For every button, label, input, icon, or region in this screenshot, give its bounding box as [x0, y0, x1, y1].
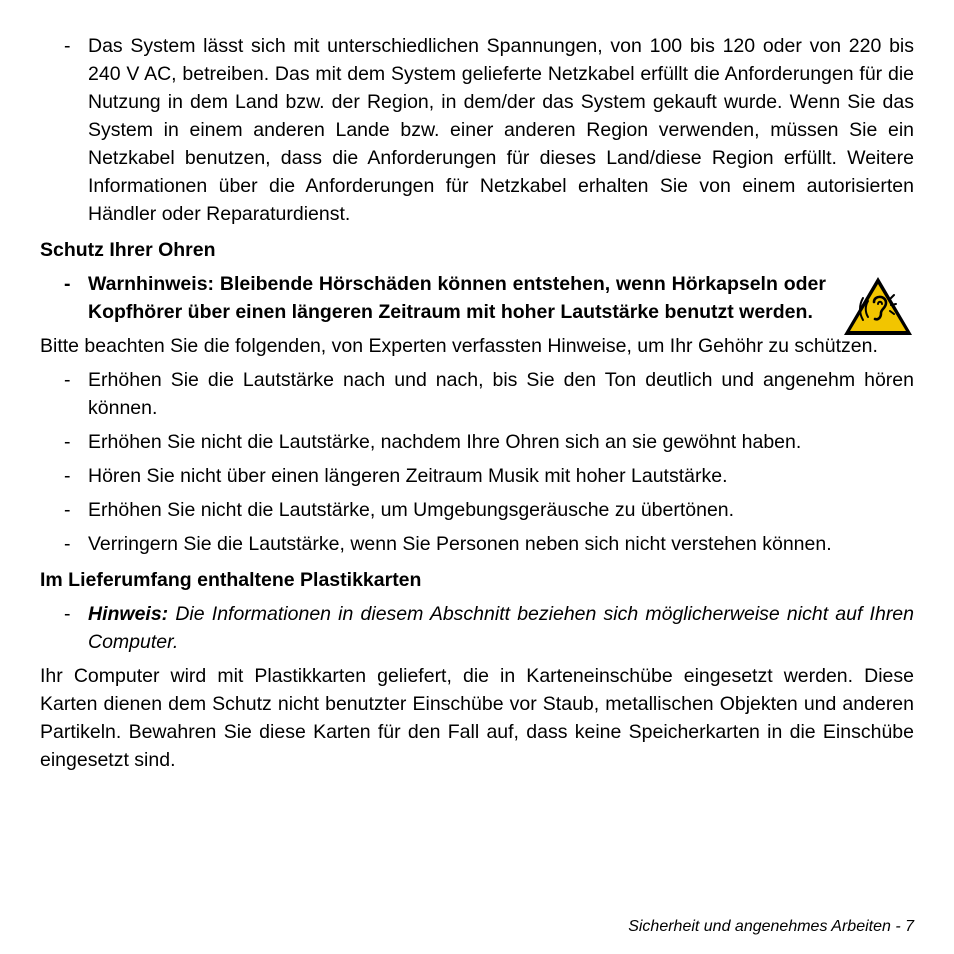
page-footer: Sicherheit und angenehmes Arbeiten - 7 [628, 918, 914, 935]
voltage-bullet [40, 32, 914, 228]
hearing-damage-warning-icon [841, 274, 915, 338]
bullet-dash: - [64, 273, 71, 295]
cards-note [40, 600, 914, 656]
cards-body: Ihr Computer wird mit Plastikkarten geliefert, die in Karteneinschübe eingesetzt werden. Diese Karten dienen dem Schutz nicht benutzter Einschübe vor Staub, metallischen Objekten und anderen Partikeln. Bewahren Sie diese Karten für den Fall auf, dass keine Speicherkarten in die Einschübe eingesetzt sind. [40, 665, 914, 771]
tip-item [40, 366, 914, 422]
tip-item [40, 496, 914, 524]
bullet-dash: - [64, 465, 71, 487]
warning-bullet [40, 270, 826, 326]
tip-text: Hören Sie nicht über einen längeren Zeitraum Musik mit hoher Lautstärke. [88, 465, 728, 487]
tip-item [40, 462, 914, 490]
bullet-dash: - [64, 431, 71, 453]
bullet-dash: - [64, 369, 71, 391]
tip-text: Erhöhen Sie die Lautstärke nach und nach, bis Sie den Ton deutlich und angenehm hören können. [88, 369, 914, 419]
bullet-dash: - [64, 533, 71, 555]
ears-intro: Bitte beachten Sie die folgenden, von Experten verfassten Hinweise, um Ihr Gehöhr zu schützen. [40, 335, 878, 357]
note-label: Hinweis: [88, 603, 169, 625]
bullet-dash: - [64, 499, 71, 521]
tip-text: Erhöhen Sie nicht die Lautstärke, um Umgebungsgeräusche zu übertönen. [88, 499, 735, 521]
document-page [40, 32, 914, 774]
hearing-warning [40, 270, 914, 326]
tip-text: Erhöhen Sie nicht die Lautstärke, nachdem Ihre Ohren sich an sie gewöhnt haben. [88, 431, 802, 453]
voltage-text: Das System lässt sich mit unterschiedlichen Spannungen, von 100 bis 120 oder von 220 bis 240 V AC, betreiben. Das mit dem System gelieferte Netzkabel erfüllt die Anforderungen für die Nutzung in dem Land bzw. der Region, in dem/der das System gekauft wurde. Wenn Sie das System in einem anderen Lande bzw. einer anderen Region verwenden, müssen Sie ein Netzkabel benutzen, dass die Anforderungen für dieses Land/diese Region erfüllt. Weitere Informationen über die Anforderungen für Netzkabel erhalten Sie von einem autorisierten Händler oder Reparaturdienst. [88, 35, 914, 225]
tip-item [40, 530, 914, 558]
bullet-dash: - [64, 603, 71, 625]
note-text: Die Informationen in diesem Abschnitt beziehen sich möglicherweise nicht auf Ihren Computer. [88, 603, 914, 653]
tip-text: Verringern Sie die Lautstärke, wenn Sie Personen neben sich nicht verstehen können. [88, 533, 832, 555]
cards-heading: Im Lieferumfang enthaltene Plastikkarten [40, 569, 422, 591]
bullet-dash: - [64, 35, 71, 57]
warning-text: Warnhinweis: Bleibende Hörschäden können entstehen, wenn Hörkapseln oder Kopfhörer über einen längeren Zeitraum mit hoher Lautstärke benutzt werden. [88, 273, 826, 323]
tip-item [40, 428, 914, 456]
ears-heading: Schutz Ihrer Ohren [40, 239, 216, 261]
